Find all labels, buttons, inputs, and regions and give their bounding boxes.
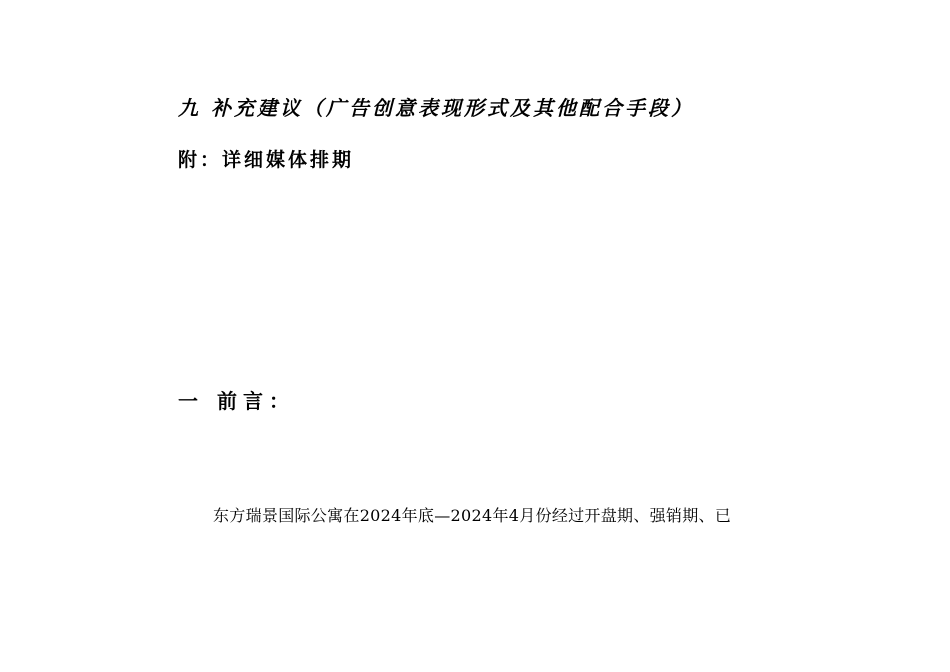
appendix-heading: 附：详细媒体排期 xyxy=(178,149,355,171)
section-one-title: 一 前言： xyxy=(178,389,295,413)
supplement-heading: 九 补充建议（广告创意表现形式及其他配合手段） xyxy=(178,96,694,120)
intro-paragraph: 东方瑞景国际公寓在2024年底—2024年4月份经过开盘期、强销期、已 xyxy=(213,506,732,525)
